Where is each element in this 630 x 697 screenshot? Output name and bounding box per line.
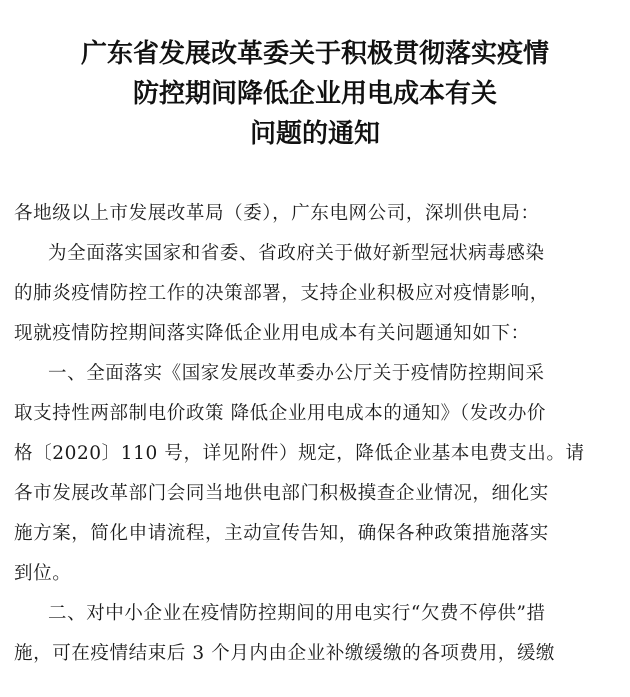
body-line: 为全面落实国家和省委、省政府关于做好新型冠状病毒感染	[48, 243, 545, 264]
body-line: 到位。	[14, 563, 72, 584]
body-line: 的肺炎疫情防控工作的决策部署，支持企业积极应对疫情影响，	[14, 283, 549, 304]
body-line: 一、全面落实《国家发展改革委办公厅关于疫情防控期间采	[48, 363, 545, 384]
salutation-line: 各地级以上市发展改革局（委），广东电网公司，深圳供电局：	[14, 203, 540, 224]
body-line: 施，可在疫情结束后 3 个月内由企业补缴缓缴的各项费用，缓缴	[14, 643, 556, 664]
title-line-1: 广东省发展改革委关于积极贯彻落实疫情	[80, 39, 549, 69]
body-line: 二、对中小企业在疫情防控期间的用电实行“欠费不停供”措	[48, 603, 546, 624]
body-line: 现就疫情防控期间落实降低企业用电成本有关问题通知如下：	[14, 323, 530, 344]
document-title	[0, 34, 630, 154]
title-line-3: 问题的通知	[249, 119, 380, 149]
body-line: 各市发展改革部门会同当地供电部门积极摸查企业情况，细化实	[14, 483, 549, 504]
body-line: 施方案，简化申请流程，主动宣传告知，确保各种政策措施落实	[14, 523, 549, 544]
title-line-2: 防控期间降低企业用电成本有关	[132, 79, 497, 109]
body-line: 格〔2020〕110 号，详见附件）规定，降低企业基本电费支出。请	[14, 443, 585, 464]
body-line: 取支持性两部制电价政策 降低企业用电成本的通知》（发改办价	[14, 403, 547, 424]
